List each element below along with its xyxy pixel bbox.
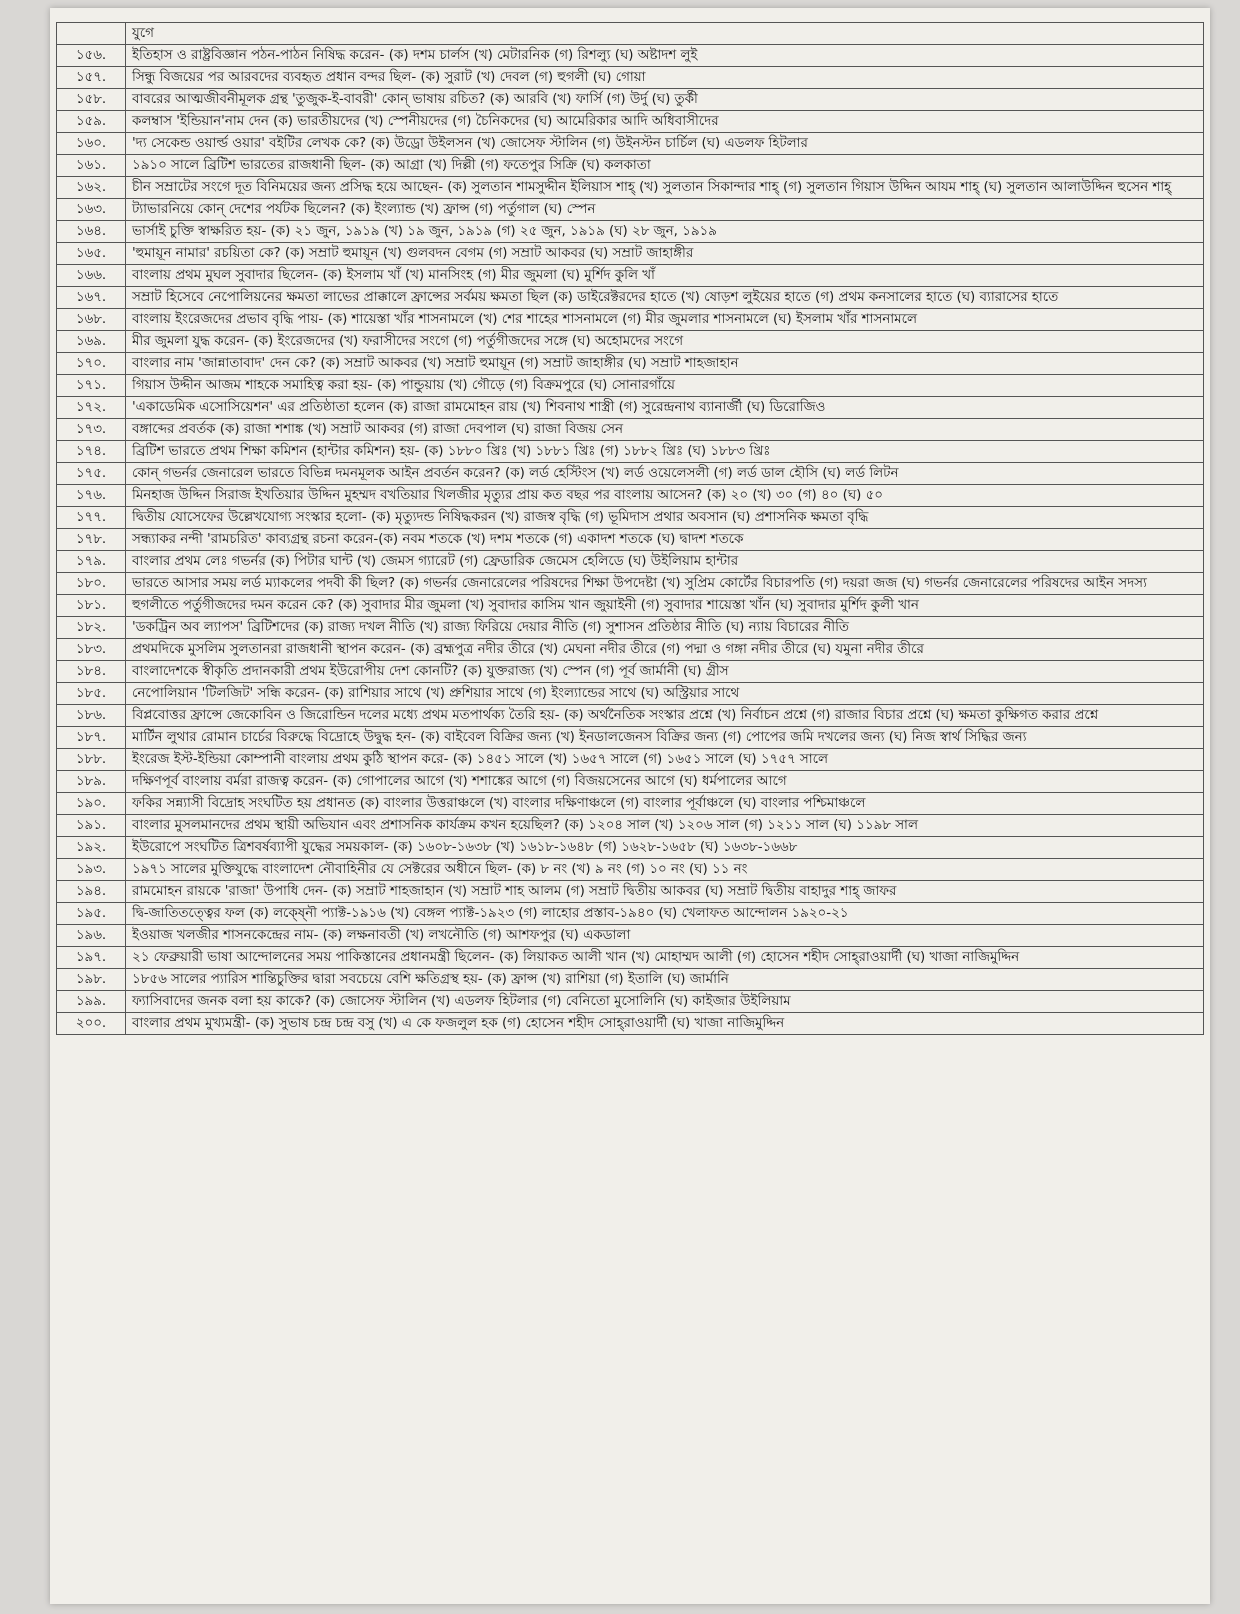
question-number: ১৭৮. — [57, 529, 126, 551]
question-text: সন্ধ্যাকর নন্দী 'রামচরিত' কাব্যগ্রন্থ রচনা করেন-(ক) নবম শতকে (খ) দশম শতকে (গ) একাদশ শতকে (ঘ) দ্বাদশ শতকে — [126, 529, 1204, 551]
question-number: ১৯৫. — [57, 903, 126, 925]
question-text: হুগলীতে পর্তুগীজদের দমন করেন কে? (ক) সুবাদার মীর জুমলা (খ) সুবাদার কাসিম খান জুয়াইনী (গ) সুবাদার শায়েস্তা খাঁন (ঘ) সুবাদার মুর্শিদ কুলী খান — [126, 595, 1204, 617]
question-text: ১৮৫৬ সালের প্যারিস শান্তিচুক্তির দ্বারা সবচেয়ে বেশি ক্ষতিগ্রস্থ হয়- (ক) ফ্রান্স (খ) রাশিয়া (গ) ইতালি (ঘ) জার্মানি — [126, 969, 1204, 991]
question-text: ব্রিটিশ ভারতে প্রথম শিক্ষা কমিশন (হান্টার কমিশন) হয়- (ক) ১৮৮০ খ্রিঃ (খ) ১৮৮১ খ্রিঃ (গ) ১৮৮২ খ্রিঃ (ঘ) ১৮৮৩ খ্রিঃ — [126, 441, 1204, 463]
question-row — [57, 309, 1204, 331]
question-row — [57, 551, 1204, 573]
question-text: বিপ্লবোত্তর ফ্রান্সে জেকোবিন ও জিরোন্ডিন দলের মধ্যে প্রথম মতপার্থক্য তৈরি হয়- (ক) অর্থনৈতিক সংস্কার প্রশ্নে (খ) নির্বাচন প্রশ্নে (গ) রাজার বিচার প্রশ্নে (ঘ) ক্ষমতা কুক্ষিগত করার প্রশ্নে — [126, 705, 1204, 727]
document-page — [50, 8, 1210, 1604]
question-text: বাবরের আত্মজীবনীমূলক গ্রন্থ 'তুজুক-ই-বাবরী' কোন্ ভাষায় রচিত? (ক) আরবি (খ) ফার্সি (গ) উর্দু (ঘ) তুর্কী — [126, 89, 1204, 111]
question-row — [57, 111, 1204, 133]
question-number: ১৭১. — [57, 375, 126, 397]
question-text: বাংলার প্রথম মুখ্যমন্ত্রী- (ক) সুভাষ চন্দ্র চন্দ্র বসু (খ) এ কে ফজলুল হক (গ) হোসেন শহীদ সোহ্‌রাওয়ার্দী (ঘ) খাজা নাজিমুদ্দিন — [126, 1013, 1204, 1035]
question-row — [57, 45, 1204, 67]
question-number: ১৮৯. — [57, 771, 126, 793]
question-row — [57, 595, 1204, 617]
question-text: দ্বি-জাতিতত্ত্বের ফল (ক) লক্ষ্নৌ প্যাক্ট-১৯১৬ (খ) বেঙ্গল প্যাক্ট-১৯২৩ (গ) লাহোর প্রস্তাব-১৯৪০ (ঘ) খেলাফত আন্দোলন ১৯২০-২১ — [126, 903, 1204, 925]
question-text: ইওয়াজ খলজীর শাসনকেন্দ্রের নাম- (ক) লক্ষনাবতী (খ) লখনৌতি (গ) আশফপুর (ঘ) একডালা — [126, 925, 1204, 947]
question-number: ১৬০. — [57, 133, 126, 155]
question-row — [57, 705, 1204, 727]
question-row — [57, 419, 1204, 441]
question-row — [57, 727, 1204, 749]
question-text: 'হুমায়ূন নামার' রচয়িতা কে? (ক) সম্রাট হুমায়ূন (খ) গুলবদন বেগম (গ) সম্রাট আকবর (ঘ) সম্রাট জাহাঙ্গীর — [126, 243, 1204, 265]
question-row — [57, 661, 1204, 683]
question-row — [57, 859, 1204, 881]
question-text: রামমোহন রায়কে 'রাজা' উপাধি দেন- (ক) সম্রাট শাহজাহান (খ) সম্রাট শাহ আলম (গ) সম্রাট দ্বিতীয় আকবর (ঘ) সম্রাট দ্বিতীয় বাহাদুর শাহ্ জাফর — [126, 881, 1204, 903]
question-text: ফকির সন্ন্যাসী বিদ্রোহ সংঘটিত হয় প্রধানত (ক) বাংলার উত্তরাঞ্চলে (খ) বাংলার দক্ষিণাঞ্চলে (গ) বাংলার পূর্বাঞ্চলে (ঘ) বাংলার পশ্চিমাঞ্চলে — [126, 793, 1204, 815]
question-row — [57, 881, 1204, 903]
question-row — [57, 67, 1204, 89]
question-row — [57, 199, 1204, 221]
question-text: দক্ষিণপূর্ব বাংলায় বর্মরা রাজত্ব করেন- (ক) গোপালের আগে (খ) শশাঙ্কের আগে (গ) বিজয়সেনের আগে (ঘ) ধর্মপালের আগে — [126, 771, 1204, 793]
question-number: ১৮৭. — [57, 727, 126, 749]
question-row — [57, 969, 1204, 991]
question-number: ১৯৩. — [57, 859, 126, 881]
question-text: বাংলার প্রথম লেঃ গভর্নর (ক) পিটার ঘান্ট (খ) জেমস গ্যারেট (গ) ফ্রেডারিক জেমেস হেলিডে (ঘ) উইলিয়াম হান্টার — [126, 551, 1204, 573]
question-number: ১৫৭. — [57, 67, 126, 89]
question-number: ১৫৯. — [57, 111, 126, 133]
question-text: কোন্ গভর্নর জেনারেল ভারতে বিভিন্ন দমনমূলক আইন প্রবর্তন করেন? (ক) লর্ড হেস্টিংস (খ) লর্ড ওয়েলেসলী (গ) লর্ড ডাল হৌসি (ঘ) লর্ড লিটন — [126, 463, 1204, 485]
question-text: দ্বিতীয় যোসেফের উল্লেখযোগ্য সংস্কার হলো- (ক) মৃত্যুদন্ড নিষিদ্ধকরন (খ) রাজস্ব বৃদ্ধি (গ) ভূমিদাস প্রথার অবসান (ঘ) প্রশাসনিক ক্ষমতা বৃদ্ধি — [126, 507, 1204, 529]
question-number: ১৮২. — [57, 617, 126, 639]
question-row — [57, 221, 1204, 243]
question-text: ইংরেজ ইস্ট-ইন্ডিয়া কোম্পানী বাংলায় প্রথম কুঠি স্থাপন করে- (ক) ১৪৫১ সালে (খ) ১৬৫৭ সালে (গ) ১৬৫১ সালে (ঘ) ১৭৫৭ সালে — [126, 749, 1204, 771]
question-text: 'দ্য সেকেন্ড ওয়ার্ল্ড ওয়ার' বইটির লেখক কে? (ক) উড্রো উইলসন (খ) জোসেফ স্টালিন (গ) উইনস্টন চার্চিল (ঘ) এডলফ হিটলার — [126, 133, 1204, 155]
question-text: ভারতে আসার সময় লর্ড ম্যাকলের পদবী কী ছিল? (ক) গভর্নর জেনারেলের পরিষদের শিক্ষা উপদেষ্টা (খ) সুপ্রিম কোর্টের বিচারপতি (গ) দয়রা জজ (ঘ) গভর্নর জেনারেলের পরিষদের আইন সদস্য — [126, 573, 1204, 595]
question-text: গিয়াস উদ্দীন আজম শাহকে সমাহিত্ব করা হয়- (ক) পান্ডুয়ায় (খ) গৌড়ে (গ) বিক্রমপুরে (ঘ) সোনারগাঁয়ে — [126, 375, 1204, 397]
question-row — [57, 155, 1204, 177]
question-number: ১৫৬. — [57, 45, 126, 67]
question-row — [57, 397, 1204, 419]
question-number: ১৭৭. — [57, 507, 126, 529]
question-number — [57, 23, 126, 45]
question-text: কলম্বাস 'ইন্ডিয়ান'নাম দেন (ক) ভারতীয়দের (খ) স্পেনীয়দের (গ) চৈনিকদের (ঘ) আমেরিকার আদি অধিবাসীদের — [126, 111, 1204, 133]
question-number: ১৭৩. — [57, 419, 126, 441]
question-number: ১৮১. — [57, 595, 126, 617]
question-text: বাংলার নাম 'জান্নাতাবাদ' দেন কে? (ক) সম্রাট আকবর (খ) সম্রাট হুমায়ূন (গ) সম্রাট জাহাঙ্গীর (ঘ) সম্রাট শাহজাহান — [126, 353, 1204, 375]
question-row — [57, 375, 1204, 397]
question-number: ১৬৩. — [57, 199, 126, 221]
question-number: ১৯৭. — [57, 947, 126, 969]
question-number: ১৯৬. — [57, 925, 126, 947]
question-row — [57, 89, 1204, 111]
question-row — [57, 903, 1204, 925]
question-number: ১৯১. — [57, 815, 126, 837]
question-text: মিনহাজ উদ্দিন সিরাজ ইখতিয়ার উদ্দিন মুহম্মদ বখতিয়ার খিলজীর মৃত্যুর প্রায় কত বছর পর বাংলায় আসেন? (ক) ২০ (খ) ৩০ (গ) ৪০ (ঘ) ৫০ — [126, 485, 1204, 507]
question-text: বাংলায় প্রথম মুঘল সুবাদার ছিলেন- (ক) ইসলাম খাঁ (খ) মানসিংহ (গ) মীর জুমলা (ঘ) মুর্শিদ কুলি খাঁ — [126, 265, 1204, 287]
question-text: ১৯৭১ সালের মুক্তিযুদ্ধে বাংলাদেশ নৌবাহিনীর যে সেক্টরের অধীনে ছিল- (ক) ৮ নং (খ) ৯ নং (গ) ১০ নং (ঘ) ১১ নং — [126, 859, 1204, 881]
question-number: ১৬৯. — [57, 331, 126, 353]
question-text: 'ডকট্রিন অব ল্যাপস' ব্রিটিশদের (ক) রাজ্য দখল নীতি (খ) রাজ্য ফিরিয়ে দেয়ার নীতি (গ) সুশাসন প্রতিষ্ঠার নীতি (ঘ) ন্যায় বিচারের নীতি — [126, 617, 1204, 639]
question-text: 'একাডেমিক এসোসিয়েশন' এর প্রতিষ্ঠাতা হলেন (ক) রাজা রামমোহন রায় (খ) শিবনাথ শাস্ত্রী (গ) সুরেন্দ্রনাথ ব্যানার্জী (ঘ) ডিরোজিও — [126, 397, 1204, 419]
question-text: ট্যাভারনিয়ে কোন্ দেশের পর্যটক ছিলেন? (ক) ইংল্যান্ড (খ) ফ্রান্স (গ) পর্তুগাল (ঘ) স্পেন — [126, 199, 1204, 221]
question-row — [57, 573, 1204, 595]
question-number: ১৯০. — [57, 793, 126, 815]
question-text: ইতিহাস ও রাষ্ট্রবিজ্ঞান পঠন-পাঠন নিষিদ্ধ করেন- (ক) দশম চার্লস (খ) মেটারনিক (গ) রিশল্যু (ঘ) অষ্টাদশ লুই — [126, 45, 1204, 67]
question-row — [57, 1013, 1204, 1035]
question-number: ১৬৫. — [57, 243, 126, 265]
question-row — [57, 485, 1204, 507]
question-row — [57, 947, 1204, 969]
question-row — [57, 463, 1204, 485]
question-number: ১৬৪. — [57, 221, 126, 243]
question-text: মীর জুমলা যুদ্ধ করেন- (ক) ইংরেজদের (খ) ফরাসীদের সংগে (গ) পর্তুগীজদের সঙ্গে (ঘ) অহোমদের সংগে — [126, 331, 1204, 353]
question-text: সিন্ধু বিজয়ের পর আরবদের ব্যবহৃত প্রধান বন্দর ছিল- (ক) সুরাট (খ) দেবল (গ) হুগলী (ঘ) গোয়া — [126, 67, 1204, 89]
question-text: বাংলায় ইংরেজদের প্রভাব বৃদ্ধি পায়- (ক) শায়েস্তা খাঁর শাসনামলে (খ) শের শাহের শাসনামলে (গ) মীর জুমলার শাসনামলে (ঘ) ইসলাম খাঁর শাসনামলে — [126, 309, 1204, 331]
question-text: চীন সম্রাটের সংগে দূত বিনিময়ের জন্য প্রসিদ্ধ হয়ে আছেন- (ক) সুলতান শামসুদ্দীন ইলিয়াস শাহ্ (খ) সুলতান সিকান্দার শাহ্ (গ) সুলতান গিয়াস উদ্দিন আযম শাহ্ (ঘ) সুলতান আলাউদ্দিন হুসেন শাহ্ — [126, 177, 1204, 199]
question-row — [57, 23, 1204, 45]
question-text: ২১ ফেব্রুয়ারী ভাষা আন্দোলনের সময় পাকিস্তানের প্রধানমন্ত্রী ছিলেন- (ক) লিয়াকত আলী খান (খ) মোহাম্মদ আলী (গ) হোসেন শহীদ সোহ্‌রাওয়ার্দী (ঘ) খাজা নাজিমুদ্দিন — [126, 947, 1204, 969]
question-row — [57, 925, 1204, 947]
question-row — [57, 133, 1204, 155]
question-row — [57, 771, 1204, 793]
question-number: ১৮৩. — [57, 639, 126, 661]
question-text: ইউরোপে সংঘটিত ত্রিশবর্ষব্যাপী যুদ্ধের সময়কাল- (ক) ১৬০৮-১৬৩৮ (খ) ১৬১৮-১৬৪৮ (গ) ১৬২৮-১৬৫৮ (ঘ) ১৬৩৮-১৬৬৮ — [126, 837, 1204, 859]
question-number: ১৯৮. — [57, 969, 126, 991]
question-row — [57, 353, 1204, 375]
question-table — [56, 22, 1204, 1035]
question-row — [57, 683, 1204, 705]
question-text: বাংলাদেশকে স্বীকৃতি প্রদানকারী প্রথম ইউরোপীয় দেশ কোনটি? (ক) যুক্তরাজ্য (খ) স্পেন (গ) পূর্ব জার্মানী (ঘ) গ্রীস — [126, 661, 1204, 683]
question-row — [57, 815, 1204, 837]
question-row — [57, 793, 1204, 815]
question-row — [57, 331, 1204, 353]
question-text: ভার্সাই চুক্তি স্বাক্ষরিত হয়- (ক) ২১ জুন, ১৯১৯ (খ) ১৯ জুন, ১৯১৯ (গ) ২৫ জুন, ১৯১৯ (ঘ) ২৮ জুন, ১৯১৯ — [126, 221, 1204, 243]
question-number: ১৬৮. — [57, 309, 126, 331]
question-row — [57, 287, 1204, 309]
question-row — [57, 177, 1204, 199]
question-number: ১৬৬. — [57, 265, 126, 287]
question-row — [57, 243, 1204, 265]
question-number: ১৮০. — [57, 573, 126, 595]
question-number: ১৮৫. — [57, 683, 126, 705]
question-row — [57, 639, 1204, 661]
question-number: ১৭৬. — [57, 485, 126, 507]
question-text: বঙ্গাব্দের প্রবর্তক (ক) রাজা শশাঙ্ক (খ) সম্রাট আকবর (গ) রাজা দেবপাল (ঘ) রাজা বিজয় সেন — [126, 419, 1204, 441]
question-row — [57, 529, 1204, 551]
question-number: ১৭৪. — [57, 441, 126, 463]
question-number: ১৯২. — [57, 837, 126, 859]
question-text: যুগে — [126, 23, 1204, 45]
question-row — [57, 991, 1204, 1013]
question-number: ১৯৯. — [57, 991, 126, 1013]
question-table-body — [57, 23, 1204, 1035]
question-number: ১৯৪. — [57, 881, 126, 903]
question-row — [57, 617, 1204, 639]
question-number: ১৭৫. — [57, 463, 126, 485]
question-number: ১৮৮. — [57, 749, 126, 771]
question-number: ২০০. — [57, 1013, 126, 1035]
question-number: ১৭০. — [57, 353, 126, 375]
question-number: ১৮৬. — [57, 705, 126, 727]
question-row — [57, 441, 1204, 463]
question-row — [57, 837, 1204, 859]
question-text: সম্রাট হিসেবে নেপোলিয়নের ক্ষমতা লাভের প্রাক্কালে ফ্রান্সের সর্বময় ক্ষমতা ছিল (ক) ডাইরেক্টরদের হাতে (খ) ষোড়শ লুইয়ের হাতে (গ) প্রথম কনসালের হাতে (ঘ) ব্যারাসের হাতে — [126, 287, 1204, 309]
question-number: ১৭৯. — [57, 551, 126, 573]
question-number: ১৫৮. — [57, 89, 126, 111]
question-text: নেপোলিয়ান 'টিলজিট' সন্ধি করেন- (ক) রাশিয়ার সাথে (খ) প্রুশিয়ার সাথে (গ) ইংল্যান্ডের সাথে (ঘ) অস্ট্রিয়ার সাথে — [126, 683, 1204, 705]
question-number: ১৬২. — [57, 177, 126, 199]
question-number: ১৮৪. — [57, 661, 126, 683]
question-text: বাংলার মুসলমানদের প্রথম স্থায়ী অভিযান এবং প্রশাসনিক কার্যক্রম কখন হয়েছিল? (ক) ১২০৪ সাল (খ) ১২০৬ সাল (গ) ১২১১ সাল (ঘ) ১১৯৮ সাল — [126, 815, 1204, 837]
question-row — [57, 265, 1204, 287]
question-text: মার্টিন লুথার রোমান চার্চের বিরুদ্ধে বিদ্রোহে উদ্বুদ্ধ হন- (ক) বাইবেল বিক্রির জন্য (খ) ইনডালজেনস বিক্রির জন্য (গ) পোপের জমি দখলের জন্য (ঘ) নিজ স্বার্থ সিদ্ধির জন্য — [126, 727, 1204, 749]
question-row — [57, 507, 1204, 529]
question-number: ১৬৭. — [57, 287, 126, 309]
question-text: ১৯১০ সালে ব্রিটিশ ভারতের রাজধানী ছিল- (ক) আগ্রা (খ) দিল্লী (গ) ফতেপুর সিক্রি (ঘ) কলকাতা — [126, 155, 1204, 177]
question-text: প্রথমদিকে মুসলিম সুলতানরা রাজধানী স্থাপন করেন- (ক) ব্রহ্মপুত্র নদীর তীরে (খ) মেঘনা নদীর তীরে (গ) পদ্মা ও গঙ্গা নদীর তীরে (ঘ) যমুনা নদীর তীরে — [126, 639, 1204, 661]
question-number: ১৭২. — [57, 397, 126, 419]
question-text: ফ্যাসিবাদের জনক বলা হয় কাকে? (ক) জোসেফ স্টালিন (খ) এডলফ হিটলার (গ) বেনিতো মুসোলিনি (ঘ) কাইজার উইলিয়াম — [126, 991, 1204, 1013]
question-number: ১৬১. — [57, 155, 126, 177]
question-row — [57, 749, 1204, 771]
